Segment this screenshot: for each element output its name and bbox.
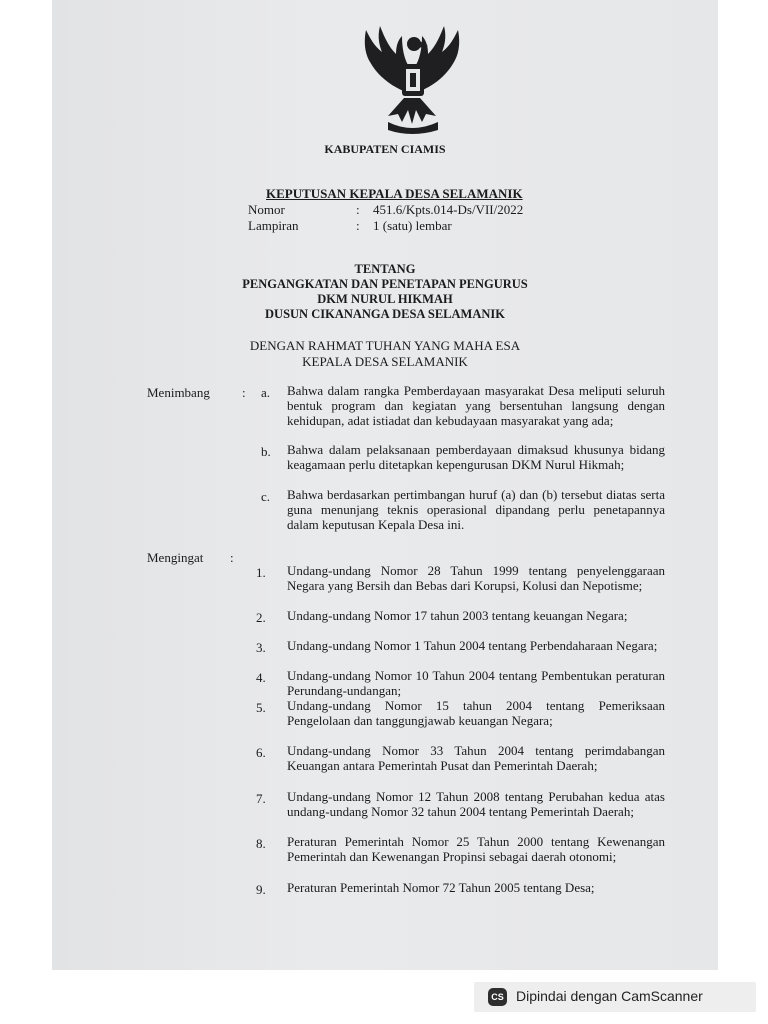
menimbang-item-text: Bahwa dalam pelaksanaan pemberdayaan dimaksud khusunya bidang keagamaan perlu ditetapkan kepengurusan DKM Nurul Hikmah; (287, 442, 665, 473)
nomor-value: 451.6/Kpts.014-Ds/VII/2022 (373, 202, 524, 217)
regency-name: KABUPATEN CIAMIS (324, 142, 446, 156)
lampiran-value: 1 (satu) lembar (373, 218, 452, 233)
mengingat-item-text: Undang-undang Nomor 12 Tahun 2008 tentang Perubahan kedua atas undang-undang Nomor 32 tahun 2004 tentang Pemerintah Daerah; (287, 789, 665, 820)
mengingat-number: 7. (256, 791, 266, 806)
nomor-label: Nomor (248, 202, 285, 217)
subject-line-2: PENGANGKATAN DAN PENETAPAN PENGURUS (242, 277, 528, 291)
mengingat-item-text: Undang-undang Nomor 28 Tahun 1999 tentang penyelenggaraan Negara yang Bersih dan Bebas dari Korupsi, Kolusi dan Nepotisme; (287, 563, 665, 594)
mengingat-number: 2. (256, 610, 266, 625)
mengingat-number: 4. (256, 670, 266, 685)
mengingat-number: 1. (256, 565, 266, 580)
mengingat-number: 6. (256, 745, 266, 760)
menimbang-marker: c. (261, 489, 271, 504)
camscanner-logo-icon: CS (488, 988, 507, 1006)
garuda-emblem-icon (358, 24, 466, 136)
mengingat-item-text: Peraturan Pemerintah Nomor 72 Tahun 2005 tentang Desa; (287, 880, 595, 895)
menimbang-marker: a. (261, 385, 271, 400)
camscanner-badge (474, 982, 756, 1012)
document-page (52, 0, 718, 970)
camscanner-text: Dipindai dengan CamScanner (516, 988, 703, 1004)
mengingat-item-text: Undang-undang Nomor 15 tahun 2004 tentang Pemeriksaan Pengelolaan dan tanggungjawab keuangan Negara; (287, 698, 665, 729)
mengingat-colon: : (230, 550, 234, 565)
menimbang-label: Menimbang (147, 385, 210, 400)
lampiran-colon: : (356, 218, 360, 233)
mengingat-item-text: Undang-undang Nomor 1 Tahun 2004 tentang Perbendaharaan Negara; (287, 638, 658, 653)
menimbang-item-text: Bahwa berdasarkan pertimbangan huruf (a) dan (b) tersebut diatas serta guna menunjang teknis operasional dipandang perlu penetapannya dalam keputusan Kepala Desa ini. (287, 487, 665, 533)
subject-line-1: TENTANG (354, 262, 416, 276)
subject-line-3: DKM NURUL HIKMAH (317, 292, 453, 306)
menimbang-marker: b. (261, 444, 271, 459)
mengingat-label: Mengingat (147, 550, 204, 565)
decree-title: KEPUTUSAN KEPALA DESA SELAMANIK (266, 186, 523, 201)
mengingat-item-text: Undang-undang Nomor 17 tahun 2003 tentang keuangan Negara; (287, 608, 628, 623)
grace-line-2: KEPALA DESA SELAMANIK (302, 354, 468, 369)
mengingat-item-text: Peraturan Pemerintah Nomor 25 Tahun 2000 tentang Kewenangan Pemerintah dan Kewenangan Propinsi sebagai daerah otonomi; (287, 834, 665, 865)
mengingat-number: 5. (256, 700, 266, 715)
mengingat-number: 9. (256, 882, 266, 897)
menimbang-item-text: Bahwa dalam rangka Pemberdayaan masyarakat Desa meliputi seluruh bentuk program dan kegiatan yang bersentuhan langsung dengan kehidupan, adat istiadat dan kebudayaan masyarakat yang ada; (287, 383, 665, 429)
mengingat-number: 3. (256, 640, 266, 655)
lampiran-label: Lampiran (248, 218, 299, 233)
mengingat-item-text: Undang-undang Nomor 33 Tahun 2004 tentang perimdabangan Keuangan antara Pemerintah Pusat dan Pemerintah Daerah; (287, 743, 665, 774)
nomor-colon: : (356, 202, 360, 217)
mengingat-number: 8. (256, 836, 266, 851)
mengingat-item-text: Undang-undang Nomor 10 Tahun 2004 tentang Pembentukan peraturan Perundang-undangan; (287, 668, 665, 699)
subject-line-4: DUSUN CIKANANGA DESA SELAMANIK (265, 307, 505, 321)
menimbang-colon: : (242, 385, 246, 400)
grace-line-1: DENGAN RAHMAT TUHAN YANG MAHA ESA (249, 338, 521, 353)
